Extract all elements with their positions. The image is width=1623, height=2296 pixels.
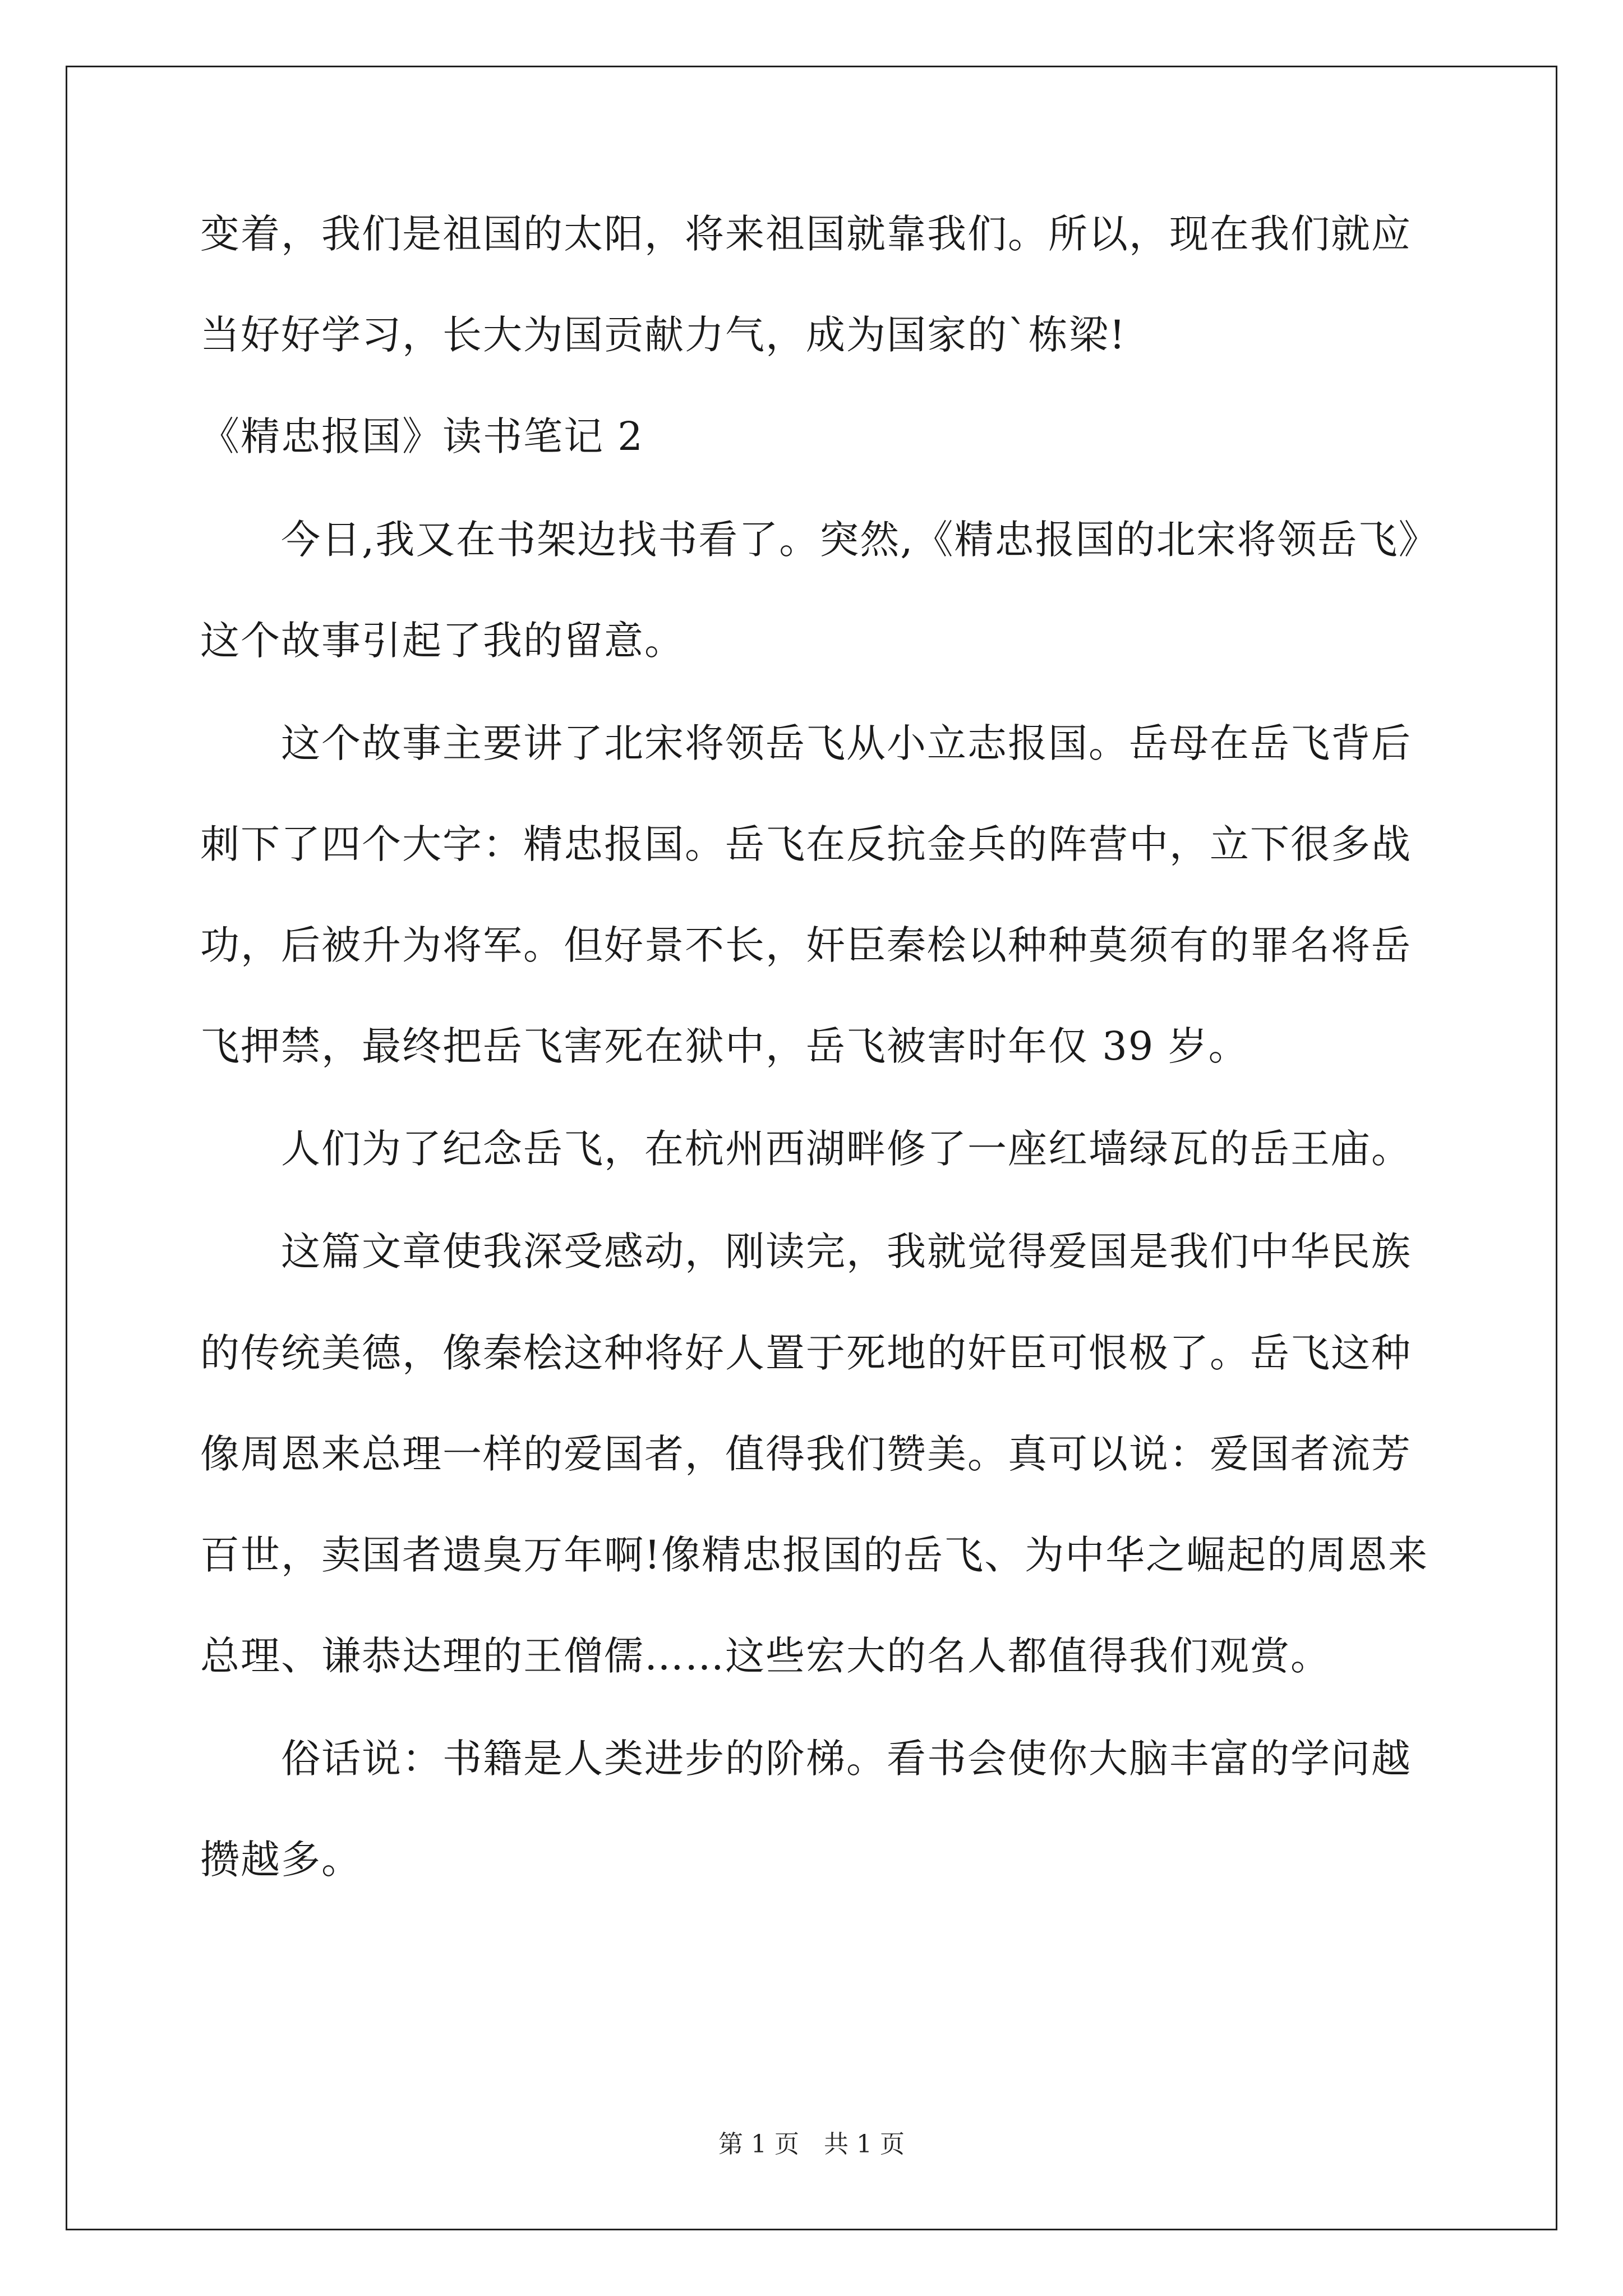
text-line: 飞押禁，最终把岳飞害死在狱中，岳飞被害时年仅 39 岁。 <box>200 1023 1249 1069</box>
text-line: 俗话说：书籍是人类进步的阶梯。看书会使你大脑丰富的学问越 <box>200 1736 1412 1782</box>
text-line: 当好好学习，长大为国贡献力气，成为国家的`栋梁! <box>200 312 1127 358</box>
text-line: 百世，卖国者遗臭万年啊!像精忠报国的岳飞、为中华之崛起的周恩来 <box>200 1532 1429 1578</box>
text-line: 这个故事引起了我的留意。 <box>200 618 685 664</box>
section-title: 《精忠报国》读书笔记 2 <box>200 413 644 459</box>
text-line: 像周恩来总理一样的爱国者，值得我们赞美。真可以说：爱国者流芳 <box>200 1431 1412 1477</box>
text-line: 这个故事主要讲了北宋将领岳飞从小立志报国。岳母在岳飞背后 <box>200 720 1412 766</box>
text-line: 刺下了四个大字：精忠报国。岳飞在反抗金兵的阵营中，立下很多战 <box>200 821 1412 867</box>
text-line: 人们为了纪念岳飞，在杭州西湖畔修了一座红墙绿瓦的岳王庙。 <box>200 1126 1412 1172</box>
text-line: 今日,我又在书架边找书看了。突然,《精忠报国的北宋将领岳飞》 <box>200 517 1439 563</box>
text-line: 总理、谦恭达理的王僧儒……这些宏大的名人都值得我们观赏。 <box>200 1633 1331 1679</box>
text-line: 这篇文章使我深受感动，刚读完，我就觉得爱国是我们中华民族 <box>200 1228 1412 1274</box>
text-line: 变着，我们是祖国的太阳，将来祖国就靠我们。所以，现在我们就应 <box>200 211 1412 257</box>
text-line: 攒越多。 <box>200 1837 362 1883</box>
page-number: 第 1 页 共 1 页 <box>718 2130 905 2159</box>
text-line: 的传统美德，像秦桧这种将好人置于死地的奸臣可恨极了。岳飞这种 <box>200 1330 1412 1376</box>
page-footer <box>0 2128 1623 2161</box>
text-line: 功，后被升为将军。但好景不长，奸臣秦桧以种种莫须有的罪名将岳 <box>200 922 1412 968</box>
